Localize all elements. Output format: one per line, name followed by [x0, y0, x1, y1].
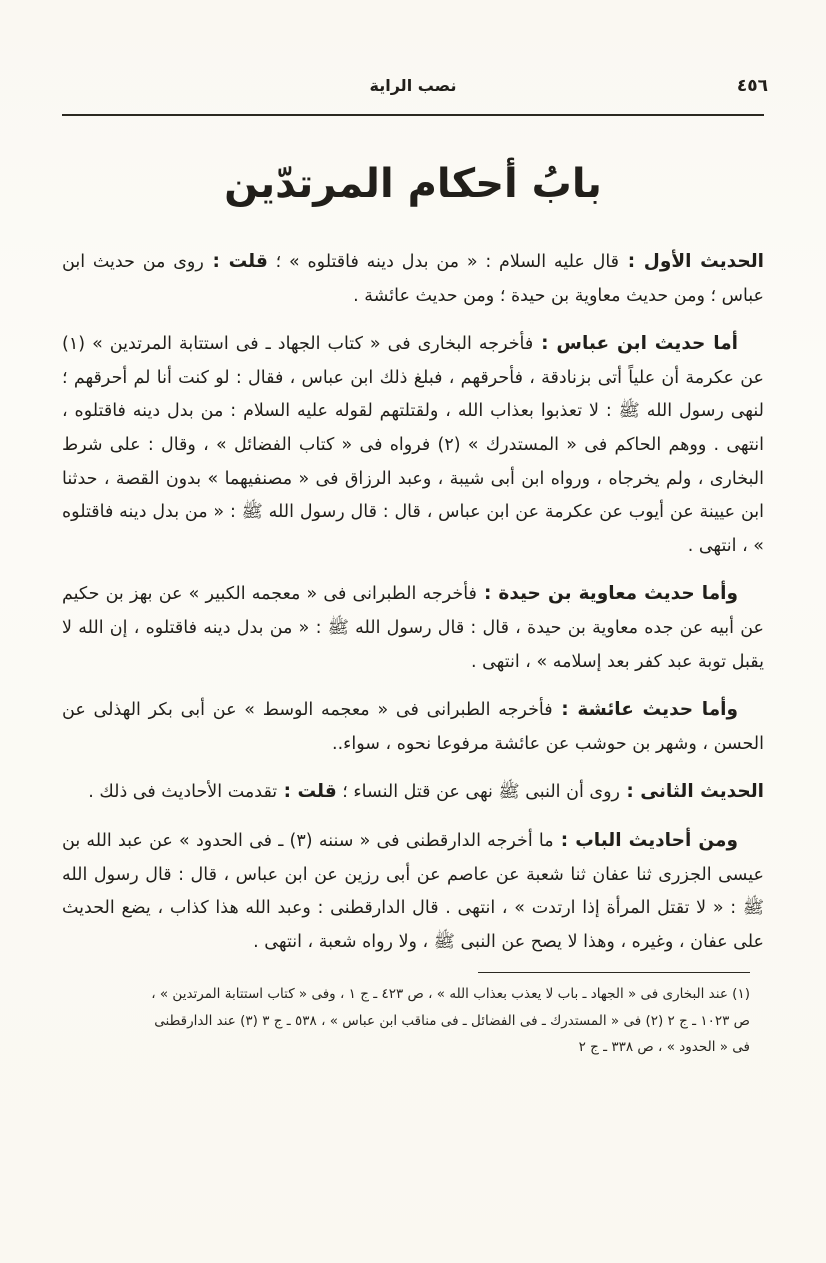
text-segment: فأخرجه الطبرانى فى « معجمه الوسط » عن أبى بكر الهذلى عن الحسن ، وشهر بن حوشب عن عائشة مرفوعا نحوه ، سواء.. — [62, 700, 764, 754]
text-segment-bold: وأما حديث عائشة : — [552, 699, 738, 721]
paragraph-ibn-abbas — [62, 326, 764, 563]
text-segment: قال عليه السلام : « من بدل دينه فاقتلوه » ؛ — [267, 252, 620, 272]
text-segment-bold: الحديث الثانى : — [619, 781, 764, 803]
text-segment-bold: قلت : — [203, 251, 268, 272]
text-segment: فأخرجه البخارى فى « كتاب الجهاد ـ فى استتابة المرتدين » (١) عن عكرمة أن علياً أتى بزنادقة ، فأحرقهم ، فبلغ ذلك ابن عباس ، فقال : لو كنت أنا لم أحرقهم ؛ لنهى رسول الله ﷺ : لا تعذبوا بعذاب الله ، ولقتلتهم لقوله عليه السلام : من بدل دينه فاقتلوه ، انتهى . ووهم الحاكم فى « المستدرك » (٢) فرواه فى « كتاب الفضائل » ، وقال : على شرط البخارى ، ولم يخرجاه ، ورواه ابن أبى شيبة ، وعبد الرزاق فى « مصنفيهما » بدون القصة ، حدثنا ابن عيينة عن أيوب عن عكرمة عن ابن عباس ، قال : قال رسول الله ﷺ : « من بدل دينه فاقتلوه » ، انتهى . — [62, 334, 765, 556]
paragraph-hadith-one — [62, 244, 764, 313]
paragraph-hadith-two — [62, 774, 764, 810]
footnote-rule — [478, 972, 750, 973]
footnotes — [62, 972, 764, 1060]
text-segment-bold: وأما حديث معاوية بن حيدة : — [476, 583, 738, 605]
text-segment-bold: الحديث الأول : — [619, 251, 764, 272]
page-number: ٤٥٦ — [736, 76, 768, 96]
text-segment-bold: قلت : — [277, 781, 337, 803]
footnote-line-2: ص ١٠٢٣ ـ ج ٢ (٢) فى « المستدرك ـ فى الفضائل ـ فى مناقب ابن عباس » ، ٥٣٨ ـ ج ٣ (٣) عند الدارقطنى — [154, 1012, 750, 1029]
text-segment-bold: أما حديث ابن عباس : — [533, 333, 738, 355]
header-rule — [62, 114, 764, 116]
book-title: نصب الراية — [369, 76, 457, 95]
page-header — [62, 76, 768, 102]
text-segment: ما أخرجه الدارقطنى فى « سننه (٣) ـ فى الحدود » عن عبد الله بن عيسى الجزرى ثنا عفان ثنا شعبة عن عاصم عن أبى رزين عن ابن عباس ، قال : قال رسول الله ﷺ : « لا تقتل المرأة إذا ارتدت » ، انتهى . قال الدارقطنى : وعبد الله هذا كذاب ، يضع الحديث على عفان ، وغيره ، وهذا لا يصح عن النبى ﷺ ، ولا رواه شعبة ، انتهى . — [62, 830, 764, 952]
footnote-line-3: فى « الحدود » ، ص ٣٣٨ ـ ج ٢ — [578, 1038, 750, 1055]
text-segment: روى من حديث ابن عباس ؛ ومن حديث معاوية بن حيدة ؛ ومن حديث عائشة . — [62, 252, 764, 306]
footnote-line-1: (١) عند البخارى فى « الجهاد ـ باب لا يعذب بعذاب الله » ، ص ٤٢٣ ـ ج ١ ، وفى « كتاب استتابة المرتدين » ، — [151, 986, 750, 1003]
body-text — [62, 244, 764, 959]
paragraph-muawiya-ibn-hayda — [62, 576, 764, 679]
text-segment: فأخرجه الطبرانى فى « معجمه الكبير » عن بهز بن حكيم عن أبيه عن جده معاوية بن حيدة ، قال : قال رسول الله ﷺ : « من بدل دينه فاقتلوه ، إن الله لا يقبل توبة عبد كفر بعد إسلامه » ، انتهى . — [62, 584, 764, 672]
text-segment: تقدمت الأحاديث فى ذلك . — [88, 782, 278, 803]
chapter-title: بابُ أحكام المرتدّين — [224, 161, 602, 207]
paragraph-chapter-hadiths — [62, 823, 764, 959]
paragraph-aisha — [62, 692, 764, 761]
text-segment-bold: ومن أحاديث الباب : — [553, 829, 738, 851]
text-segment: روى أن النبى ﷺ نهى عن قتل النساء ؛ — [336, 782, 620, 803]
